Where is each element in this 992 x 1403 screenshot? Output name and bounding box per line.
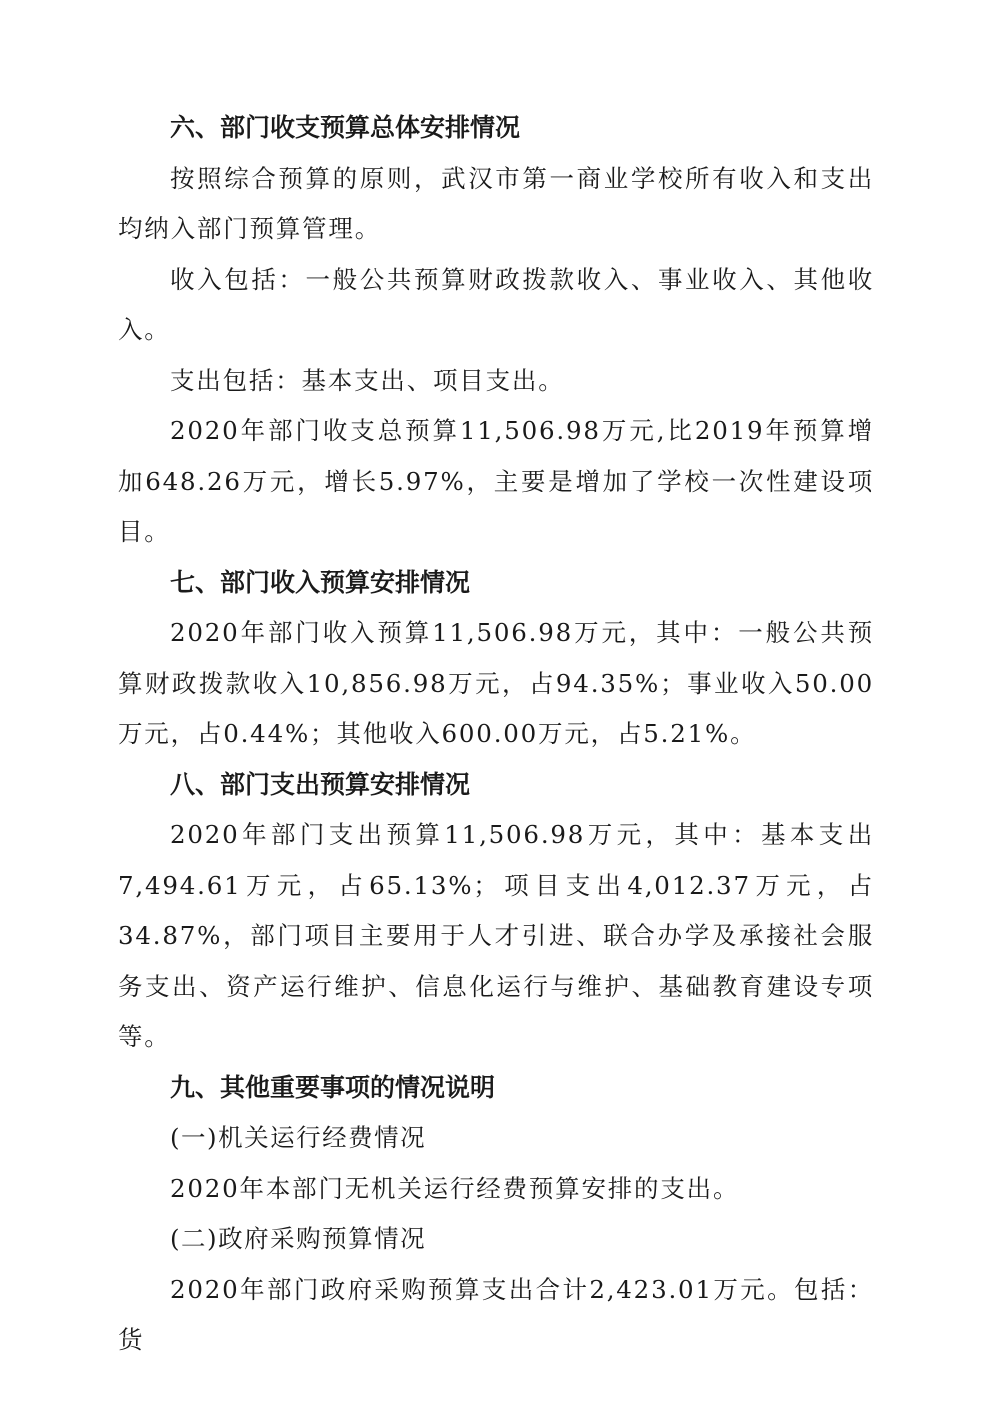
section-heading-7: 七、部门收入预算安排情况: [170, 567, 471, 597]
paragraph-7-1: 2020年部门收入预算11,506.98万元，其中：一般公共预算财政拨款收入10,856.98万元，占94.35%；事业收入50.00万元，占0.44%；其他收入600.00万元，占5.21%。: [118, 618, 874, 748]
section-heading-9: 九、其他重要事项的情况说明: [170, 1072, 496, 1102]
subheading-9-1: (一)机关运行经费情况: [170, 1123, 427, 1152]
paragraph-6-4: 2020年部门收支总预算11,506.98万元,比2019年预算增加648.26万元，增长5.97%，主要是增加了学校一次性建设项目。: [118, 416, 874, 546]
subheading-9-2: (二)政府采购预算情况: [170, 1224, 427, 1253]
paragraph-6-2: 收入包括：一般公共预算财政拨款收入、事业收入、其他收入。: [118, 264, 874, 344]
paragraph-8-1: 2020年部门支出预算11,506.98万元，其中：基本支出7,494.61万元，占65.13%；项目支出4,012.37万元，占34.87%，部门项目主要用于人才引进、联合办学及承接社会服务支出、资产运行维护、信息化运行与维护、基础教育建设专项等。: [118, 820, 874, 1051]
section-heading-6: 六、部门收支预算总体安排情况: [170, 113, 521, 142]
paragraph-9-1: 2020年本部门无机关运行经费预算安排的支出。: [170, 1173, 740, 1203]
paragraph-9-2: 2020年部门政府采购预算支出合计2,423.01万元。包括：货: [118, 1274, 874, 1354]
paragraph-6-3: 支出包括：基本支出、项目支出。: [170, 365, 565, 395]
document-page: [118, 103, 874, 1366]
paragraph-6-1: 按照综合预算的原则，武汉市第一商业学校所有收入和支出均纳入部门预算管理。: [118, 163, 874, 243]
section-heading-8: 八、部门支出预算安排情况: [170, 769, 471, 799]
